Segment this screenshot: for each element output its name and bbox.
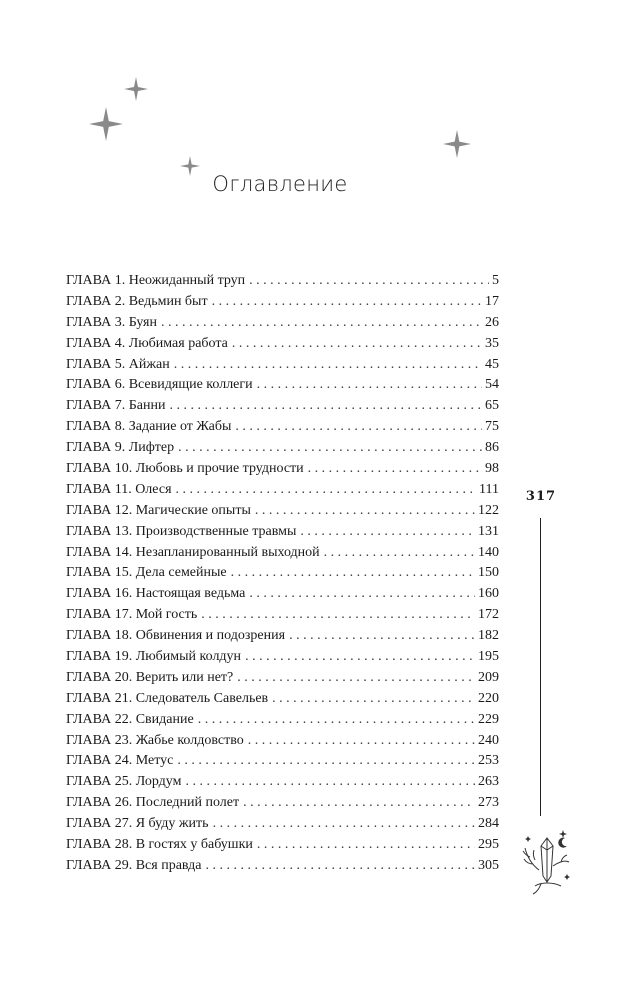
toc-entry-title: ГЛАВА 9. Лифтер xyxy=(66,440,175,456)
toc-entry[interactable] xyxy=(66,751,499,772)
toc-entry-page: 195 xyxy=(478,649,499,665)
toc-entry[interactable] xyxy=(66,396,499,417)
toc-entry-page: 172 xyxy=(478,607,499,623)
toc-dot-leader xyxy=(213,814,475,835)
toc-entry-title: ГЛАВА 18. Обвинения и подозрения xyxy=(66,628,286,644)
toc-entry[interactable] xyxy=(66,355,499,376)
toc-dot-leader xyxy=(300,522,475,543)
toc-dot-leader xyxy=(178,438,482,459)
toc-dot-leader xyxy=(257,375,482,396)
toc-dot-leader xyxy=(237,668,475,689)
toc-entry-page: 75 xyxy=(485,419,499,435)
toc-entry-title: ГЛАВА 17. Мой гость xyxy=(66,607,198,623)
toc-entry[interactable] xyxy=(66,710,499,731)
crystal-leaf-moon-ornament-icon xyxy=(521,826,573,898)
toc-dot-leader xyxy=(176,480,477,501)
toc-entry-page: 26 xyxy=(485,314,499,330)
toc-entry[interactable] xyxy=(66,313,499,334)
toc-dot-leader xyxy=(177,751,475,772)
page-number: 317 xyxy=(525,489,557,504)
toc-entry-title: ГЛАВА 6. Всевидящие коллеги xyxy=(66,377,253,393)
toc-entry-page: 17 xyxy=(485,293,499,309)
toc-entry[interactable] xyxy=(66,480,499,501)
toc-entry[interactable] xyxy=(66,417,499,438)
toc-entry-page: 273 xyxy=(478,795,499,811)
toc-entry-title: ГЛАВА 23. Жабье колдовство xyxy=(66,732,244,748)
toc-entry[interactable] xyxy=(66,793,499,814)
table-of-contents xyxy=(66,271,499,877)
toc-entry-page: 35 xyxy=(485,335,499,351)
toc-entry-title: ГЛАВА 5. Айжан xyxy=(66,356,170,372)
toc-entry-title: ГЛАВА 11. Олеся xyxy=(66,481,172,497)
toc-entry[interactable] xyxy=(66,605,499,626)
toc-entry-title: ГЛАВА 19. Любимый колдун xyxy=(66,649,242,665)
toc-entry-title: ГЛАВА 14. Незапланированный выходной xyxy=(66,544,320,560)
toc-entry[interactable] xyxy=(66,563,499,584)
toc-entry-page: 45 xyxy=(485,356,499,372)
toc-entry-title: ГЛАВА 15. Дела семейные xyxy=(66,565,227,581)
toc-entry-page: 240 xyxy=(478,732,499,748)
toc-dot-leader xyxy=(185,772,475,793)
toc-entry-title: ГЛАВА 2. Ведьмин быт xyxy=(66,293,208,309)
toc-entry-page: 160 xyxy=(478,586,499,602)
toc-dot-leader xyxy=(201,605,475,626)
toc-entry-title: ГЛАВА 25. Лордум xyxy=(66,774,182,790)
toc-entry[interactable] xyxy=(66,459,499,480)
toc-entry[interactable] xyxy=(66,522,499,543)
toc-entry-page: 305 xyxy=(478,857,499,873)
toc-dot-leader xyxy=(231,563,475,584)
toc-entry-title: ГЛАВА 24. Метус xyxy=(66,753,174,769)
toc-entry[interactable] xyxy=(66,334,499,355)
toc-dot-leader xyxy=(248,731,475,752)
toc-entry[interactable] xyxy=(66,647,499,668)
toc-entry-page: 131 xyxy=(478,523,499,539)
toc-entry-page: 284 xyxy=(478,816,499,832)
toc-entry[interactable] xyxy=(66,772,499,793)
toc-entry-page: 65 xyxy=(485,398,499,414)
toc-dot-leader xyxy=(169,396,482,417)
toc-entry[interactable] xyxy=(66,856,499,877)
page-title: Оглавление xyxy=(212,172,348,197)
toc-dot-leader xyxy=(249,271,489,292)
toc-dot-leader xyxy=(243,793,475,814)
toc-dot-leader xyxy=(245,647,475,668)
toc-entry[interactable] xyxy=(66,689,499,710)
toc-entry[interactable] xyxy=(66,626,499,647)
toc-dot-leader xyxy=(257,835,475,856)
toc-entry-title: ГЛАВА 16. Настоящая ведьма xyxy=(66,586,246,602)
sparkle-star-icon xyxy=(124,77,148,101)
toc-entry-page: 253 xyxy=(478,753,499,769)
toc-entry[interactable] xyxy=(66,271,499,292)
toc-entry[interactable] xyxy=(66,438,499,459)
toc-dot-leader xyxy=(289,626,475,647)
toc-entry[interactable] xyxy=(66,584,499,605)
toc-entry-page: 229 xyxy=(478,711,499,727)
sparkle-star-icon xyxy=(89,107,123,141)
toc-entry-page: 98 xyxy=(485,461,499,477)
toc-dot-leader xyxy=(232,334,482,355)
toc-dot-leader xyxy=(308,459,482,480)
toc-dot-leader xyxy=(324,543,475,564)
toc-entry-title: ГЛАВА 10. Любовь и прочие трудности xyxy=(66,461,304,477)
toc-dot-leader xyxy=(212,292,482,313)
toc-entry-title: ГЛАВА 7. Банни xyxy=(66,398,166,414)
toc-entry-page: 122 xyxy=(478,502,499,518)
toc-entry-title: ГЛАВА 20. Верить или нет? xyxy=(66,669,234,685)
toc-entry-page: 86 xyxy=(485,440,499,456)
vertical-rule xyxy=(540,518,541,816)
toc-entry-page: 295 xyxy=(478,837,499,853)
toc-entry-title: ГЛАВА 29. Вся правда xyxy=(66,857,202,873)
toc-entry-title: ГЛАВА 4. Любимая работа xyxy=(66,335,228,351)
toc-entry-page: 182 xyxy=(478,628,499,644)
toc-entry-title: ГЛАВА 12. Магические опыты xyxy=(66,502,251,518)
toc-dot-leader xyxy=(174,355,482,376)
toc-entry[interactable] xyxy=(66,731,499,752)
toc-dot-leader xyxy=(249,584,475,605)
toc-entry-title: ГЛАВА 13. Производственные травмы xyxy=(66,523,297,539)
toc-dot-leader xyxy=(206,856,475,877)
toc-entry-title: ГЛАВА 21. Следователь Савельев xyxy=(66,690,269,706)
toc-entry-title: ГЛАВА 3. Буян xyxy=(66,314,157,330)
toc-entry-title: ГЛАВА 26. Последний полет xyxy=(66,795,240,811)
toc-entry-page: 5 xyxy=(492,273,499,288)
toc-entry-page: 111 xyxy=(479,481,499,497)
toc-entry-title: ГЛАВА 8. Задание от Жабы xyxy=(66,419,232,435)
toc-dot-leader xyxy=(272,689,475,710)
toc-entry-title: ГЛАВА 28. В гостях у бабушки xyxy=(66,837,253,853)
toc-entry[interactable] xyxy=(66,814,499,835)
toc-entry-title: ГЛАВА 27. Я буду жить xyxy=(66,816,209,832)
toc-entry[interactable] xyxy=(66,543,499,564)
toc-dot-leader xyxy=(235,417,482,438)
toc-entry[interactable] xyxy=(66,375,499,396)
sparkle-star-icon xyxy=(443,130,471,158)
toc-dot-leader xyxy=(161,313,482,334)
toc-entry-page: 140 xyxy=(478,544,499,560)
toc-entry[interactable] xyxy=(66,292,499,313)
toc-entry-title: ГЛАВА 1. Неожиданный труп xyxy=(66,273,246,288)
toc-entry-page: 209 xyxy=(478,669,499,685)
toc-entry[interactable] xyxy=(66,835,499,856)
toc-entry-page: 54 xyxy=(485,377,499,393)
toc-entry-page: 263 xyxy=(478,774,499,790)
toc-dot-leader xyxy=(255,501,475,522)
toc-dot-leader xyxy=(198,710,475,731)
toc-entry[interactable] xyxy=(66,501,499,522)
toc-entry-title: ГЛАВА 22. Свидание xyxy=(66,711,194,727)
toc-entry[interactable] xyxy=(66,668,499,689)
toc-entry-page: 150 xyxy=(478,565,499,581)
toc-entry-page: 220 xyxy=(478,690,499,706)
